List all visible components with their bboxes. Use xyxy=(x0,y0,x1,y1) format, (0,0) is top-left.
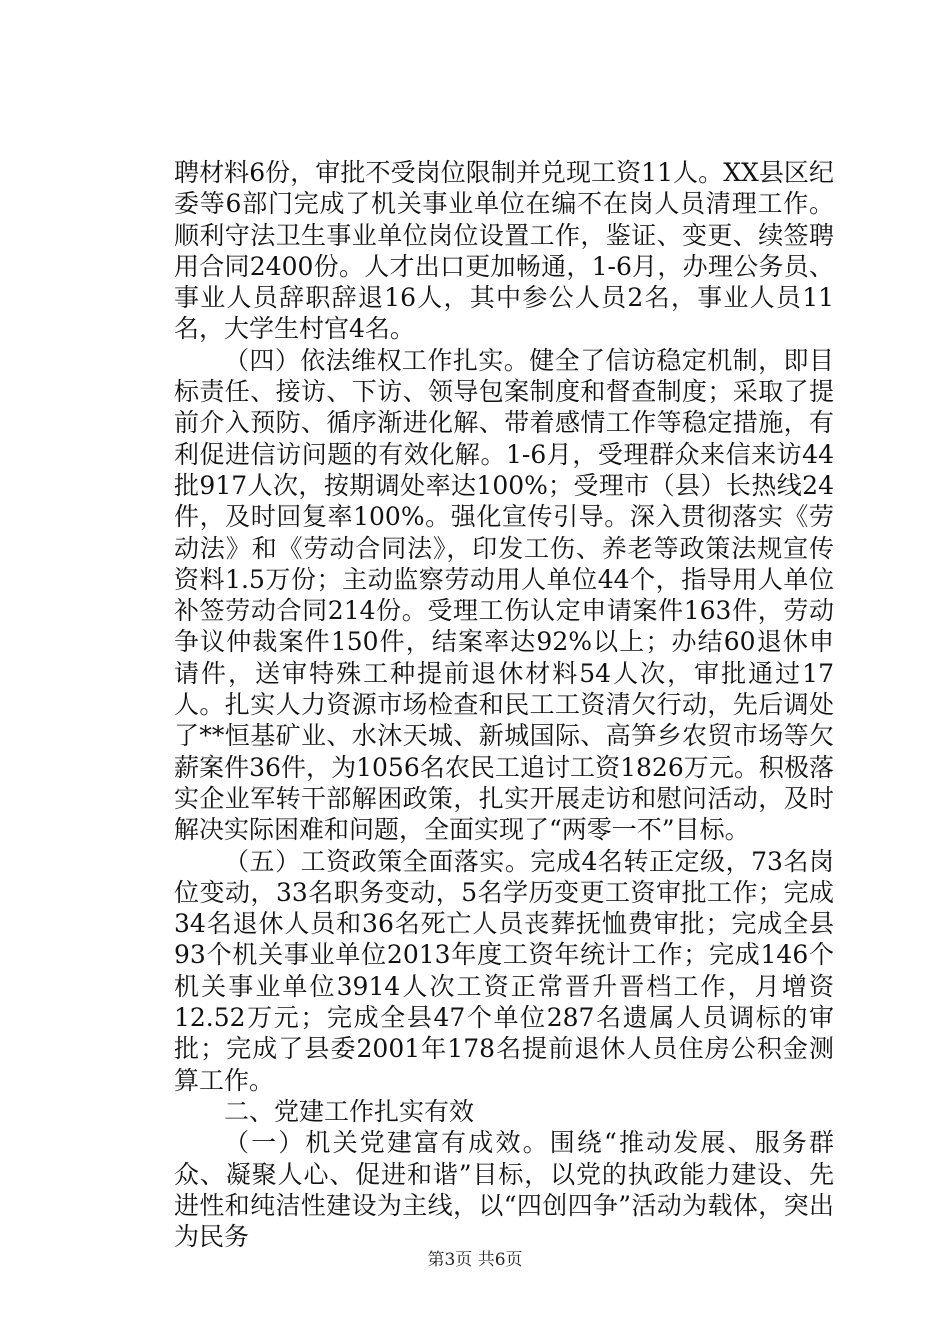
section-heading-party-building: 二、党建工作扎实有效 xyxy=(224,1096,475,1126)
document-body xyxy=(174,157,834,1252)
paragraph-wage-policy: （五）工资政策全面落实。完成4名转正定级，73名岗位变动，33名职务变动，5名学历变更工资审批工作；完成34名退休人员和36名死亡人员丧葬抚恤费审批；完成全县93个机关事业单位2013年度工资年统计工作；完成146个机关事业单位3914人次工资正常晋升晋档工作，月增资12.52万元；完成全县47个单位287名遗属人员调标的审批；完成了县委2001年178名提前退休人员住房公积金测算工作。 xyxy=(174,846,834,1095)
page-number-footer: 第3页 共6页 xyxy=(427,1250,523,1270)
paragraph-personnel-continued: 聘材料6份，审批不受岗位限制并兑现工资11人。XX县区纪委等6部门完成了机关事业单位在编不在岗人员清理工作。顺利守法卫生事业单位岗位设置工作，鉴证、变更、续签聘用合同2400份。人才出口更加畅通，1-6月，办理公务员、事业人员辞职辞退16人，其中参公人员2名，事业人员11名，大学生村官4名。 xyxy=(174,158,834,344)
paragraph-organ-party-building: （一）机关党建富有成效。围绕“推动发展、服务群众、凝聚人心、促进和谐”目标，以党的执政能力建设、先进性和纯洁性建设为主线，以“四创四争”活动为载体，突出为民务 xyxy=(174,1128,834,1252)
paragraph-rights-protection: （四）依法维权工作扎实。健全了信访稳定机制，即目标责任、接访、下访、领导包案制度和督查制度；采取了提前介入预防、循序渐进化解、带着感情工作等稳定措施，有利促进信访问题的有效化解。1-6月，受理群众来信来访44批917人次，按期调处率达100%；受理市（县）长热线24件，及时回复率100%。强化宣传引导。深入贯彻落实《劳动法》和《劳动合同法》，印发工伤、养老等政策法规宣传资料1.5万份；主动监察劳动用人单位44个，指导用人单位补签劳动合同214份。受理工伤认定申请案件163件，劳动争议仲裁案件150件，结案率达92%以上；办结60退休申请件，送审特殊工种提前退休材料54人次，审批通过17人。扎实人力资源市场检查和民工工资清欠行动，先后调处了**恒基矿业、水沐天城、新城国际、高笋乡农贸市场等欠薪案件36件，为1056名农民工追讨工资1826万元。积极落实企业军转干部解困政策，扎实开展走访和慰问活动，及时解决实际困难和问题，全面实现了“两零一不”目标。 xyxy=(174,345,834,845)
